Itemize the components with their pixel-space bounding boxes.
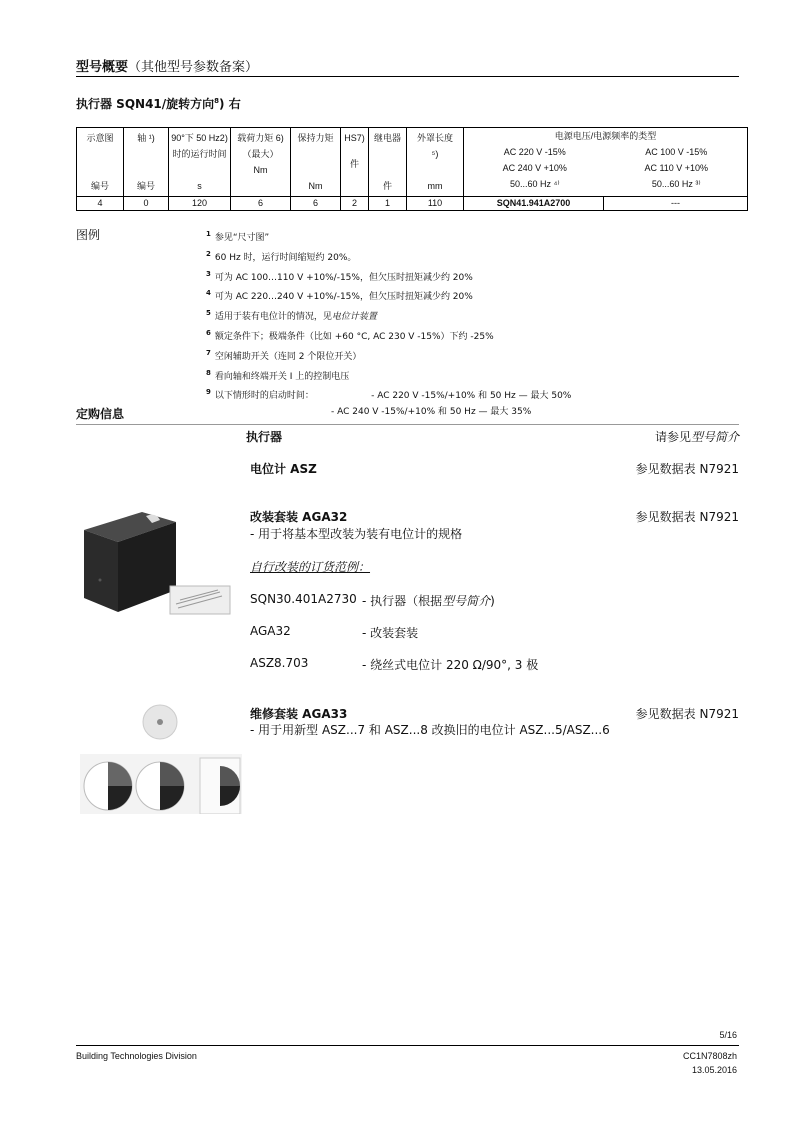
th-relay-bottom: 件 [382, 181, 392, 191]
kit-aga33-ref: 参见数据表 N7921 [635, 707, 739, 721]
aga32-box-illustration [80, 508, 240, 618]
section-title-sup: 8 [214, 97, 220, 105]
potentiometer-label: 电位计 ASZ [250, 462, 317, 476]
actuator-ref [655, 428, 739, 445]
th-diagram-bottom: 编号 [90, 181, 109, 191]
legend-note [206, 286, 571, 306]
header-title-text: 型号概要 [76, 60, 129, 75]
footer-date: 13.05.2016 [691, 1065, 737, 1075]
page-header-title [76, 56, 258, 75]
th-hs-unit: 件 [349, 159, 359, 169]
legend-note [206, 346, 571, 366]
ordering-rule [76, 424, 739, 425]
th-holding-torque [291, 128, 341, 197]
footer-doc-id: CC1N7808zh [682, 1051, 737, 1061]
note-9-line2: - AC 240 V -15%/+10% 和 50 Hz — 最大 35% [331, 407, 532, 418]
cell-cover-length: 110 [407, 197, 464, 211]
actuator-label: 执行器 [246, 430, 283, 444]
actuator-ref-prefix: 请参见 [654, 430, 691, 444]
th-v1-line3: 50...60 Hz ⁴⁾ [509, 179, 560, 189]
th-cover-bottom: mm [427, 181, 443, 191]
th-load-torque-top: 载荷力矩 6) （最大） [237, 133, 284, 159]
note-number: 1 [206, 230, 211, 238]
note-text: 额定条件下；极端条件（比如 +60 °C, AC 230 V -15%）下约 -25% [214, 331, 494, 342]
cell-model-110: --- [604, 197, 748, 211]
note-number: 2 [206, 249, 211, 258]
order-item-code: AGA32 [250, 624, 291, 638]
th-voltage-col2 [606, 144, 748, 192]
order-item-desc: - 绕丝式电位计 220 Ω/90°, 3 极 [362, 658, 539, 672]
note-number: 6 [206, 328, 211, 337]
th-voltage-col1 [464, 144, 606, 192]
kit-aga32-desc: - 用于将基本型改装为装有电位计的规格 [250, 527, 463, 541]
order-item-desc-italic: 型号简介 [442, 594, 491, 608]
cell-holding-torque: 6 [291, 197, 341, 211]
legend-note [206, 385, 571, 405]
th-relay-top: 继电器 [373, 133, 401, 143]
th-load-torque-unit: Nm [253, 165, 268, 175]
header-rule [76, 76, 739, 77]
note-text: 以下情形时的启动时间： - AC 220 V -15%/+10% 和 50 Hz — 最大 50% [214, 391, 572, 402]
kit-aga33-label: 维修套装 AGA33 [250, 707, 348, 721]
note-number: 9 [206, 388, 211, 397]
th-diagram-top: 示意图 [86, 133, 114, 143]
order-item-desc: - 改装套装 [362, 626, 419, 640]
th-runtime-top: 90°下 50 Hz2) 时的运行时间 [171, 133, 228, 159]
th-hs [341, 128, 369, 197]
th-relay [369, 128, 407, 197]
th-shaft [124, 128, 169, 197]
th-runtime [169, 128, 231, 197]
th-load-torque [231, 128, 291, 197]
th-v2-line3: 50...60 Hz ³⁾ [651, 179, 701, 189]
note-text: 可为 AC 220…240 V +10%/-15%，但欠压时扭矩减少约 20% [214, 292, 473, 303]
order-item-desc [362, 592, 495, 609]
actuator-ref-link: 型号简介 [690, 430, 739, 444]
order-example-title: 自行改装的订货范例： [250, 560, 371, 574]
note-text: 适用于装有电位计的情况，见 [214, 312, 332, 323]
note-number: 5 [206, 309, 211, 318]
note-text: 参见“尺寸图” [214, 233, 270, 243]
cell-diagram-no: 4 [77, 197, 124, 211]
legend-note [206, 267, 571, 287]
th-shaft-top: 轴 ¹) [137, 133, 155, 143]
cell-relay: 1 [369, 197, 407, 211]
legend-notes [206, 227, 571, 421]
th-cover-note: ⁵) [431, 149, 439, 159]
footer-rule [76, 1045, 739, 1046]
th-cover-top: 外罩长度 [416, 133, 453, 143]
cell-hs: 2 [341, 197, 369, 211]
cell-model-220: SQN41.941A2700 [464, 197, 604, 211]
th-v1-line2: AC 240 V +10% [502, 163, 567, 173]
order-item-code: ASZ8.703 [250, 656, 309, 670]
th-holding-bottom: Nm [308, 181, 323, 191]
page-number: 5/16 [719, 1030, 737, 1040]
th-v1-line1: AC 220 V -15% [503, 147, 566, 157]
spec-table [76, 127, 748, 211]
th-holding-top: 保持力矩 [297, 133, 334, 143]
legend-note [206, 227, 571, 247]
order-item-code: SQN30.401A2730 [250, 592, 357, 606]
section-title [76, 95, 241, 112]
note-text-italic: 电位计装置 [331, 312, 377, 323]
section-title-text: 执行器 SQN41/旋转方向 [76, 97, 215, 111]
th-cover-length [407, 128, 464, 197]
cell-runtime: 120 [169, 197, 231, 211]
footer-division: Building Technologies Division [76, 1051, 197, 1061]
ordering-title: 定购信息 [76, 407, 125, 421]
legend-note [206, 247, 571, 267]
th-diagram [77, 128, 124, 197]
section-title-suffix: ) 右 [219, 97, 241, 111]
th-v2-line2: AC 110 V +10% [644, 163, 709, 173]
th-hs-top: HS7) [344, 133, 365, 143]
order-item-desc-text: - 执行器（根据 [362, 594, 443, 608]
cell-shaft-no: 0 [124, 197, 169, 211]
potentiometer-ref: 参见数据表 N7921 [635, 462, 739, 476]
aga33-product-image [80, 702, 242, 814]
note-text: 空闲辅助开关（连同 2 个限位开关） [214, 351, 362, 362]
th-v2-line1: AC 100 V -15% [645, 147, 708, 157]
note-number: 3 [206, 269, 211, 278]
legend-label: 图例 [76, 228, 101, 242]
note-number: 8 [206, 368, 211, 377]
order-item-desc-suffix: ) [490, 594, 495, 608]
legend-note [206, 326, 571, 346]
legend-note [206, 306, 571, 326]
table-row [77, 197, 748, 211]
kit-aga32-label: 改装套装 AGA32 [250, 510, 348, 524]
note-text: 60 Hz 时，运行时间缩短约 20%。 [214, 252, 357, 263]
th-runtime-bottom: s [197, 181, 202, 191]
note-number: 4 [206, 289, 211, 298]
th-voltage-title: 电源电压/电源频率的类型 [554, 131, 657, 141]
note-text: 可为 AC 100…110 V +10%/-15%，但欠压时扭矩减少约 20% [214, 272, 473, 283]
note-text: 看向轴和终端开关 I 上的控制电压 [214, 371, 350, 382]
th-shaft-bottom: 编号 [136, 181, 155, 191]
header-subtitle: （其他型号参数备案） [128, 60, 259, 75]
aga33-dials-illustration [80, 702, 242, 814]
table-header-row [77, 128, 748, 197]
legend-note [206, 366, 571, 386]
note-number: 7 [206, 348, 211, 357]
aga32-product-image [80, 508, 240, 618]
th-voltage [464, 128, 748, 197]
kit-aga32-ref: 参见数据表 N7921 [635, 510, 739, 524]
cell-load-torque: 6 [231, 197, 291, 211]
kit-aga33-desc: - 用于用新型 ASZ...7 和 ASZ...8 改换旧的电位计 ASZ...5/ASZ...6 [250, 723, 610, 737]
